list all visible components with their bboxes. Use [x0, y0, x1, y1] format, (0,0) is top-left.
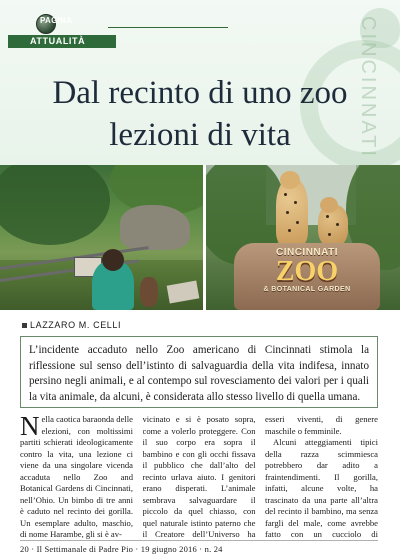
zoo-sign-line-1: CINCINNATI	[275, 247, 339, 258]
section-tag	[8, 14, 116, 50]
cheetah-figure	[276, 179, 308, 245]
column-1	[20, 414, 133, 540]
byline: LAZZARO M. CELLI	[30, 320, 122, 330]
column-1-text: ella caotica baraonda delle elezioni, con moltissimi partiti schierati ideologicamente contro la vita, una lezione ci viene da una singolare vicenda accaduta nello Zoo and Botanical Gardens di Cincinnati, nell’Ohio. Un bimbo di tre anni è caduto nel recinto dei gorilla. Un esemplare adulto, maschio, di nome Harambe, gli si è av-	[20, 414, 133, 539]
column-3-paragraph-2: Alcuni atteggiamenti tipici della razza scimmiesca potrebbero dar adito a fraintendimenti. Il gorilla, infatti, alcune volte, ha trascinato da una parte all’altra del recinto il bambino, ma senza fargli del male, come avrebbe fatto con un cucciolo di	[265, 437, 378, 539]
headline-line-1: Dal recinto di uno zoo	[52, 75, 348, 111]
section-tag-name: ATTUALITÀ	[30, 36, 86, 46]
cheetah-zoo-sign-photo	[206, 165, 400, 310]
watermark-text: CINCINNATI	[357, 16, 379, 159]
page-footer	[20, 540, 378, 554]
column-3-paragraph-1: esseri viventi, di genere maschile o femminile.	[265, 414, 378, 436]
drop-cap: N	[20, 414, 40, 441]
lion-watermark-icon	[360, 8, 400, 48]
body-columns	[20, 414, 378, 540]
lead-box	[20, 336, 378, 408]
headline-line-2: lezioni di vita	[109, 117, 291, 153]
page-title	[10, 72, 390, 156]
zoo-sign-line-3: & BOTANICAL GARDEN	[263, 286, 351, 293]
section-rule	[108, 27, 228, 28]
zoo-sign	[248, 247, 366, 305]
column-2-text: vicinato e si è posato sopra, come a volerlo proteggere. Con il suo corpo era sopra il bambino e con gli occhi fissava il pubblico che dall’alto del recinto urlava aiuto. I genitori erano disperati. L’animale sembrava salvaguardare il piccolo da quel chiasso, con quel naturale istinto paterno che il Creatore dell’Universo ha	[142, 414, 256, 539]
header-band	[0, 0, 400, 165]
lead-text: L’incidente accaduto nello Zoo americano di Cincinnati stimola la riflessione sul senso dell’istinto di salvaguardia della vita indifesa, innato persino negli animali, e al contempo sul rovesciamento dei valori per i quali la vita animale, da alcuni, è considerata allo stesso livello di quella umana.	[29, 344, 369, 403]
column-2	[143, 414, 256, 540]
byline-square-icon	[22, 323, 27, 328]
footer-text: 20 · Il Settimanale di Padre Pio · 19 giugno 2016 · n. 24	[20, 544, 223, 554]
zoo-visitor-photo	[0, 165, 203, 310]
column-3	[265, 414, 378, 540]
section-tag-small: PAGINA	[40, 16, 73, 25]
zoo-sign-line-2: ZOO	[275, 256, 339, 287]
